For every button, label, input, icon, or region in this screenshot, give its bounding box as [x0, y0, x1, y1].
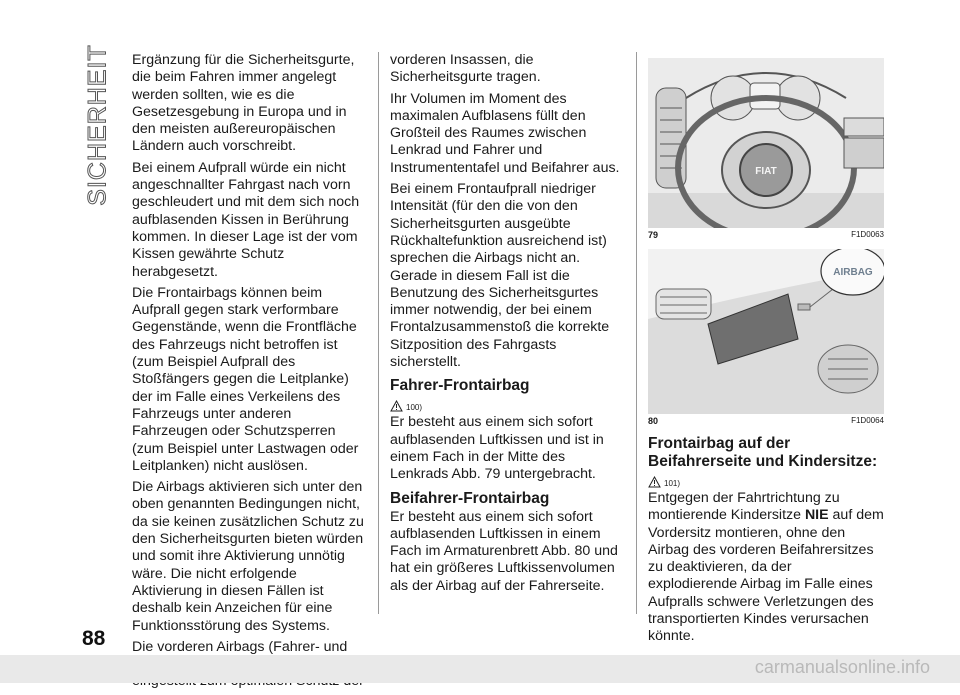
column-2: [390, 52, 626, 599]
figure-number: 80: [648, 416, 659, 426]
figure-caption: [648, 416, 884, 426]
paragraph: Ihr Volumen im Moment des maximalen Aufblasens füllt den Großteil des Raumes zwischen Lenkrad und Fahrer und Instrumententafel und Beifahrer aus.: [390, 90, 620, 176]
text: Entgegen der Fahrtrichtung zu montierende Kindersitze: [648, 490, 840, 524]
heading-driver-airbag: Fahrer-Frontairbag: [390, 377, 530, 395]
warning-reference: [648, 472, 884, 488]
paragraph: Er besteht aus einem sich sofort aufblasenden Luftkissen und ist in einem Fach in der Mitte des Lenkrads Abb. 79 untergebracht.: [390, 414, 604, 483]
figure-steering-wheel: [648, 58, 884, 228]
steering-wheel-illustration: [648, 58, 884, 228]
warning-triangle-icon: [390, 400, 403, 412]
column-3: [648, 58, 884, 650]
brand-logo: FIAT: [755, 166, 777, 177]
heading-passenger-airbag: Beifahrer-Frontairbag: [390, 489, 550, 507]
figure-number: 79: [648, 230, 659, 240]
paragraph: Bei einem Aufprall würde ein nicht angeschnallter Fahrgast nach vorn geschleudert und mit dem sich noch aufblasenden Kissen in Berührung kommen. In dieser Lage ist der vom Kissen gewährte Schutz herabgesetzt.: [132, 159, 360, 280]
warning-triangle-icon: [648, 476, 661, 488]
paragraph: vorderen Insassen, die Sicherheitsgurte tragen.: [390, 52, 541, 86]
paragraph: Ergänzung für die Sicherheitsgurte, die beim Fahren immer angelegt werden sollten, wie es die Gesetzesgebung in Europa und in den meisten außereuropäischen Ländern auch vorschreibt.: [132, 52, 355, 155]
figure-code: F1D0064: [851, 416, 884, 425]
figure-caption: [648, 230, 884, 240]
warning-ref-number: 100): [406, 403, 423, 413]
airbag-label: AIRBAG: [833, 267, 873, 278]
paragraph: Die Airbags aktivieren sich unter den oben genannten Bedingungen nicht, da sie keinen zusätzlichen Schutz zu den Sicherheitsgurten bieten würden und somit ihre Aktivierung unnötig wäre. Die nicht erfolgende Aktivierung in diesen Fällen ist deshalb kein Anzeichen für eine Funktionsstörung des Systems.: [132, 479, 364, 634]
paragraph: Die Frontairbags können beim Aufprall gegen stark verformbare Gegenstände, wenn die Frontfläche des Fahrzeugs nicht betroffen ist (zum Beispiel Aufprall des Stoßfängers gegen die Leitplanke) der im Falle eines Verkeilens des Fahrzeugs unter anderen Fahrzeugen oder Schutzsperren (zum Beispiel unter Lastwagen oder Leitplanken) nicht auslösen.: [132, 284, 359, 474]
figure-code: F1D0063: [851, 230, 884, 239]
warning-reference: [390, 396, 626, 412]
emphasis: NIE: [804, 507, 829, 524]
heading-passenger-airbag-child-seats: Frontairbag auf der Beifahrerseite und Kindersitze:: [648, 435, 878, 470]
paragraph: Bei einem Frontaufprall niedriger Intensität (für den die von den Sicherheitsgurten ausgeübte Rückhaltefunktion ausreichend ist) sprechen die Airbags nicht an. Gerade in diesem Fall ist die Benutzung des Sicherheitsgurtes immer notwendig, der bei einem Frontalzusammenstoß die korrekte Sitzposition des Fahrgasts sicherstellt.: [390, 181, 610, 371]
figure-passenger-airbag: [648, 249, 884, 414]
column-1: [132, 52, 368, 695]
paragraph: Die vorderen Airbags (Fahrer- und: [132, 638, 348, 655]
column-divider: [378, 52, 379, 614]
page-number: 88: [82, 627, 106, 650]
paragraph: Er besteht aus einem sich sofort aufblasenden Luftkissen in einem Fach im Armaturenbrett Abb. 80 und hat ein größeres Luftkissenvolumen als der Airbag auf der Fahrerseite.: [390, 508, 618, 594]
warning-ref-number: 101): [664, 479, 681, 488]
paragraph: [648, 490, 884, 646]
section-title: SICHERHEIT: [83, 44, 112, 206]
text: auf dem Vordersitz montieren, ohne den Airbag des vorderen Beifahrersitzes zu deaktivieren, da der explodierende Airbag im Falle eines Aufpralls schwere Verletzungen des transportierten Kindes verursachen könnte.: [648, 507, 884, 645]
watermark: carmanualsonline.info: [754, 657, 930, 677]
dashboard-airbag-illustration: [648, 249, 884, 414]
column-divider: [636, 52, 637, 614]
